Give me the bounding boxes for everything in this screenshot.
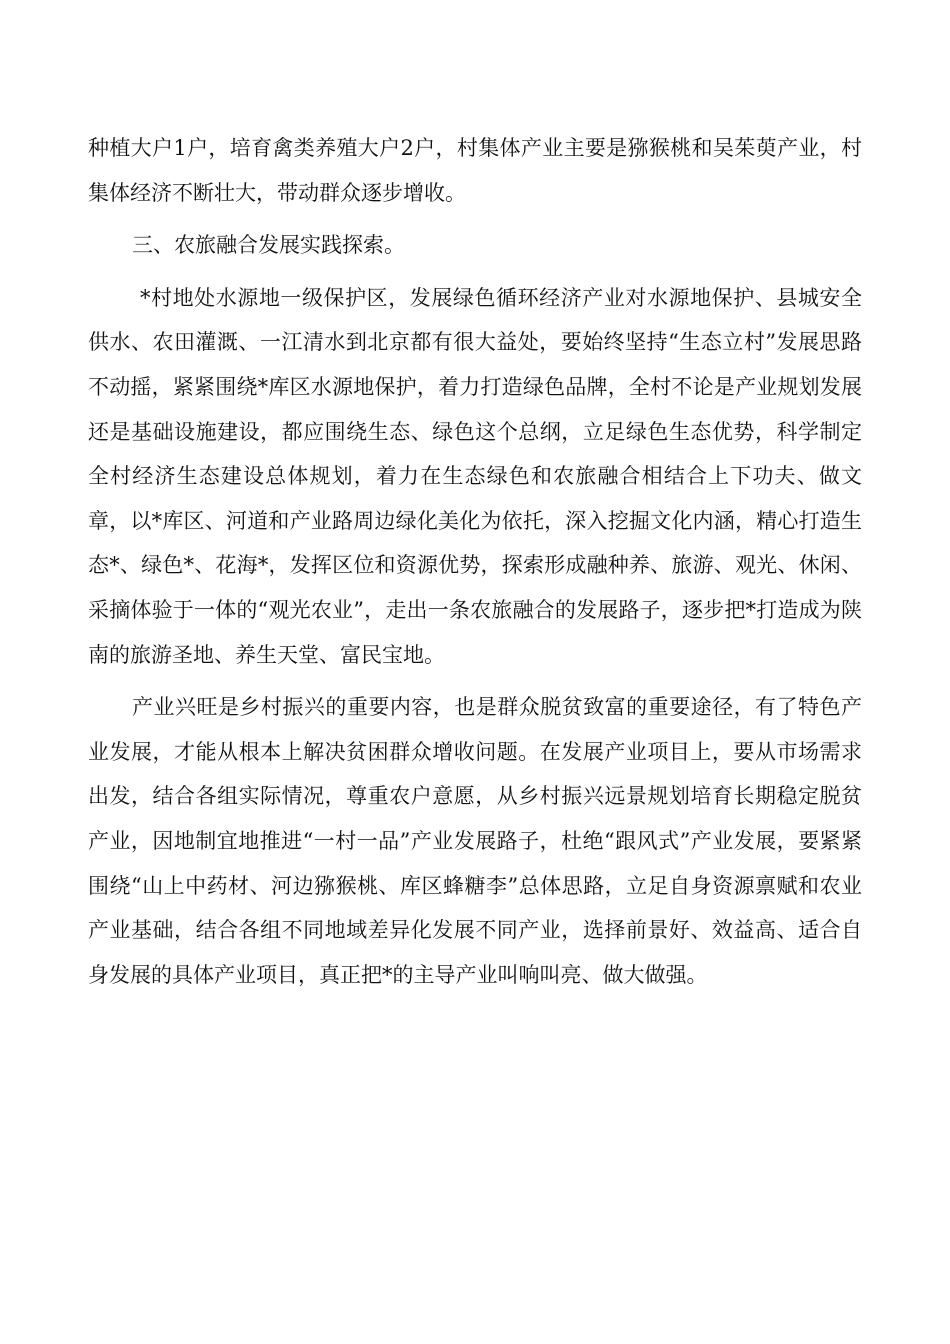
section-heading: 三、农旅融合发展实践探索。 xyxy=(132,233,405,258)
document-body xyxy=(88,126,862,1005)
paragraph-ecotourism: *村地处水源地一级保护区，发展绿色循环经济产业对水源地保护、县城安全供水、农田灌溉、一江清水到北京都有很大益处，要始终坚持“生态立村”发展思路不动摇，紧紧围绕*库区水源地保护，着力打造绿色品牌，全村不论是产业规划发展还是基础设施建设，都应围绕生态、绿色这个总纲，立足绿色生态优势，科学制定全村经济生态建设总体规划，着力在生态绿色和农旅融合相结合上下功夫、做文章，以*库区、河道和产业路周边绿化美化为依托，深入挖掘文化内涵，精心打造生态*、绿色*、花海*，发挥区位和资源优势，探索形成融种养、旅游、观光、休闲、采摘体验于一体的“观光农业”，走出一条农旅融合的发展路子，逐步把*打造成为陕南的旅游圣地、养生天堂、富民宝地。 xyxy=(88,285,862,667)
paragraph-continuation: 种植大户1户，培育禽类养殖大户2户，村集体产业主要是猕猴桃和吴茱萸产业，村集体经济不断壮大，带动群众逐步增收。 xyxy=(88,136,862,205)
paragraph-industry: 产业兴旺是乡村振兴的重要内容，也是群众脱贫致富的重要途径，有了特色产业发展，才能从根本上解决贫困群众增收问题。在发展产业项目上，要从市场需求出发，结合各组实际情况，尊重农户意愿，从乡村振兴远景规划培育长期稳定脱贫产业，因地制宜地推进“一村一品”产业发展路子，杜绝“跟风式”产业发展，要紧紧围绕“山上中药材、河边猕猴桃、库区蜂糖李”总体思路，立足自身资源禀赋和农业产业基础，结合各组不同地域差异化发展不同产业，选择前景好、效益高、适合自身发展的具体产业项目，真正把*的主导产业叫响叫亮、做大做强。 xyxy=(88,695,862,987)
